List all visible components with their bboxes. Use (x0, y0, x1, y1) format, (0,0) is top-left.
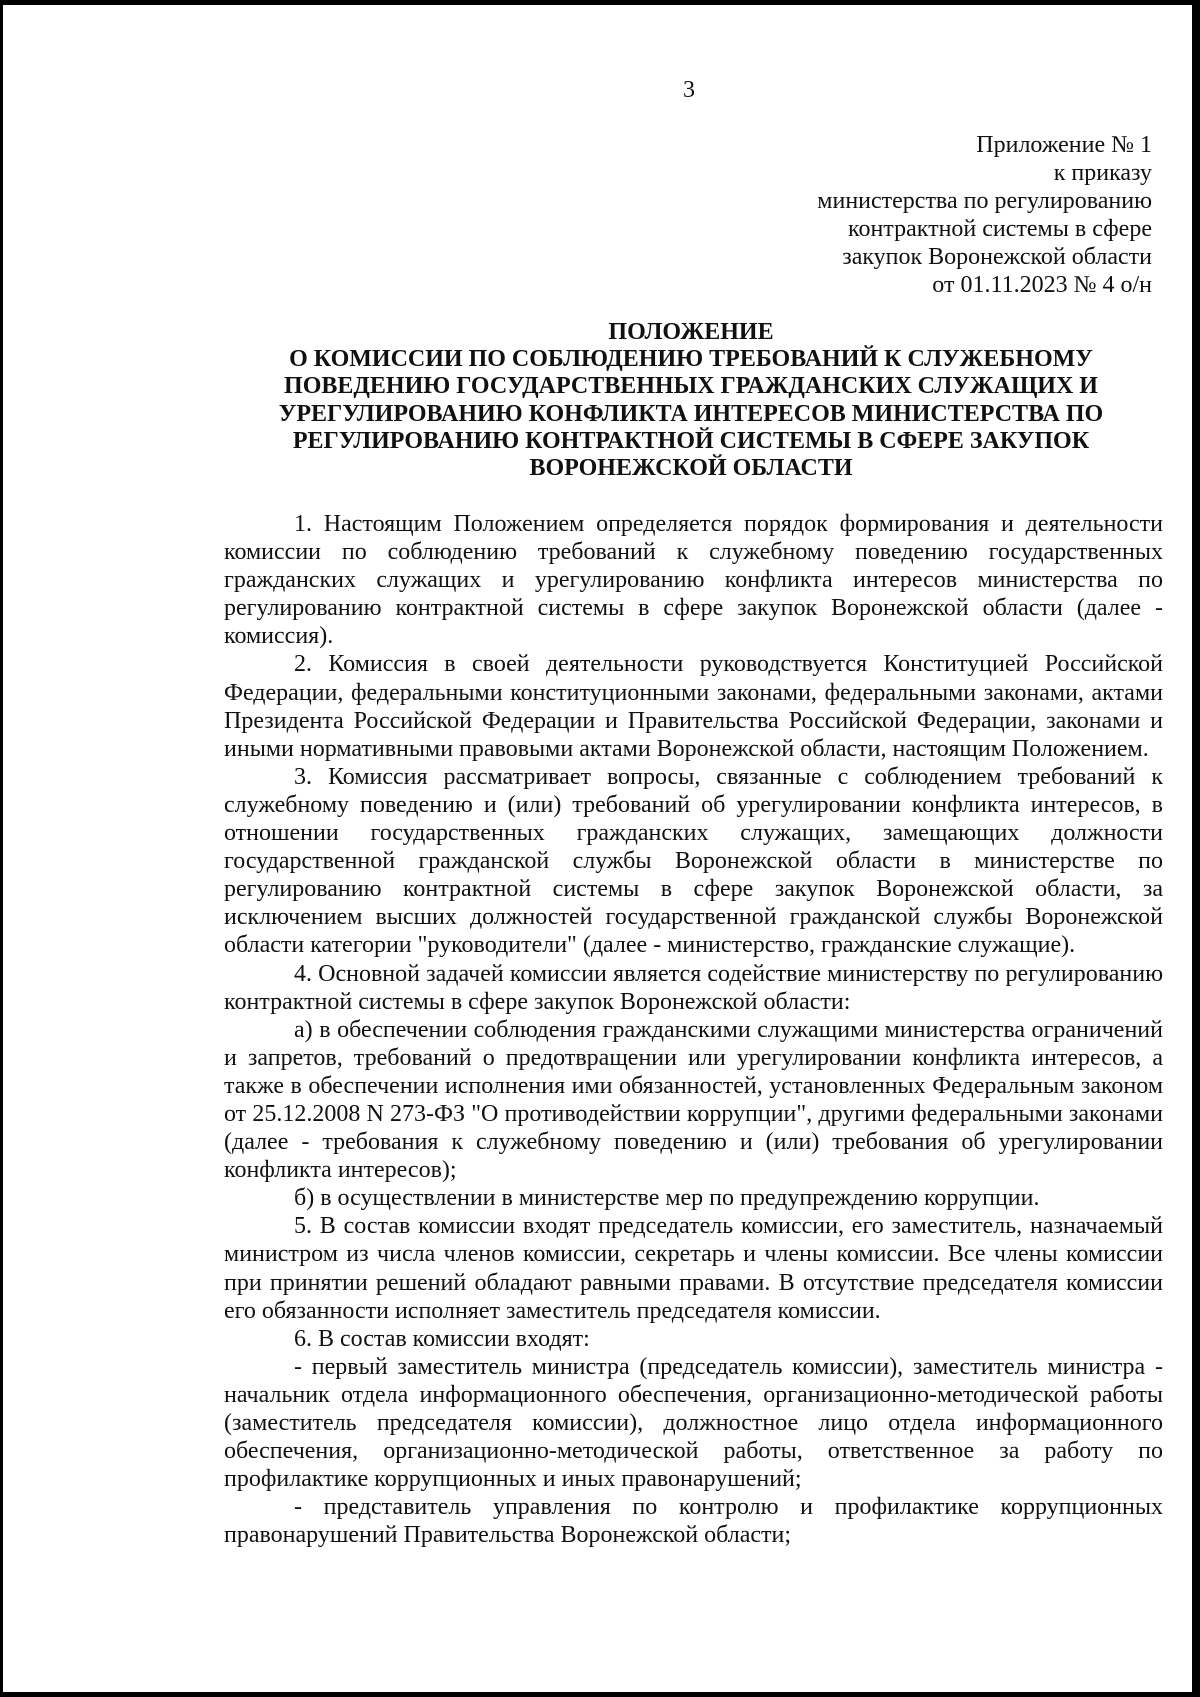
document-body (224, 510, 1163, 1549)
title-line: ПОЛОЖЕНИЕ (608, 319, 774, 345)
paragraph-1: 1. Настоящим Положением определяется порядок формирования и деятельности комиссии по соблюдению требований к служебному поведению государственных гражданских служащих и урегулированию конфликта интересов министерства по регулированию контрактной системы в сфере закупок Воронежской области (далее - комиссия). (224, 511, 1163, 650)
appendix-line: к приказу (1053, 160, 1152, 186)
paragraph-5: 5. В состав комиссии входят председатель комиссии, его заместитель, назначаемый министром из числа членов комиссии, секретарь и члены комиссии. Все члены комиссии при принятии решений обладают равными правами. В отсутствие председателя комиссии его обязанности исполняет заместитель председателя комиссии. (224, 1213, 1163, 1324)
appendix-line: закупок Воронежской области (842, 244, 1152, 270)
title-line: ПОВЕДЕНИЮ ГОСУДАРСТВЕННЫХ ГРАЖДАНСКИХ СЛУЖАЩИХ И (284, 373, 1098, 400)
title-line: УРЕГУЛИРОВАНИЮ КОНФЛИКТА ИНТЕРЕСОВ МИНИСТЕРСТВА ПО (278, 400, 1104, 427)
paragraph-4: 4. Основной задачей комиссии является содействие министерству по регулированию контрактной системы в сфере закупок Воронежской области: (224, 960, 1163, 1015)
appendix-line: Приложение № 1 (976, 132, 1152, 158)
appendix-reference (632, 131, 1152, 299)
paragraph-2: 2. Комиссия в своей деятельности руководствуется Конституцией Российской Федерации, федеральными конституционными законами, федеральными законами, актами Президента Российской Федерации и Правительства Российской Федерации, законами и иными нормативными правовыми актами Воронежской области, настоящим Положением. (224, 651, 1163, 762)
paragraph-4a: а) в обеспечении соблюдения гражданскими служащими министерства ограничений и запретов, требований о предотвращении или урегулировании конфликта интересов, а также в обеспечении исполнения ими обязанностей, установленных Федеральным законом от 25.12.2008 N 273-ФЗ "О противодействии коррупции", другими федеральными законами (далее - требования к служебному поведению и (или) требования об урегулировании конфликта интересов); (224, 1016, 1163, 1184)
document-title (218, 319, 1164, 482)
title-line: РЕГУЛИРОВАНИЮ КОНТРАКТНОЙ СИСТЕМЫ В СФЕРЕ ЗАКУПОК (292, 427, 1090, 454)
appendix-line: от 01.11.2023 № 4 о/н (932, 272, 1152, 298)
appendix-line: контрактной системы в сфере (848, 216, 1152, 242)
paragraph-3: 3. Комиссия рассматривает вопросы, связанные с соблюдением требований к служебному поведению и (или) требований об урегулировании конфликта интересов, в отношении государственных гражданских служащих, замещающих должности государственной гражданской службы Воронежской области в министерстве по регулированию контрактной системы в сфере закупок Воронежской области, за исключением высших должностей государственной гражданской службы Воронежской области категории "руководители" (далее - министерство, гражданские служащие). (224, 763, 1163, 959)
appendix-line: министерства по регулированию (817, 188, 1152, 214)
title-line: ВОРОНЕЖСКОЙ ОБЛАСТИ (529, 455, 853, 482)
paragraph-6-item-2: - представитель управления по контролю и профилактике коррупционных правонарушений Правительства Воронежской области; (224, 1494, 1163, 1549)
page-number: 3 (683, 77, 695, 103)
paragraph-4b: б) в осуществлении в министерстве мер по предупреждению коррупции. (294, 1185, 1040, 1212)
title-line: О КОМИССИИ ПО СОБЛЮДЕНИЮ ТРЕБОВАНИЙ К СЛУЖЕБНОМУ (289, 346, 1093, 373)
paragraph-6-item-1: - первый заместитель министра (председатель комиссии), заместитель министра - начальник отдела информационного обеспечения, организационно-методической работы (заместитель председателя комиссии), должностное лицо отдела информационного обеспечения, организационно-методической работы, ответственное за работу по профилактике коррупционных и иных правонарушений; (224, 1353, 1163, 1493)
paragraph-6: 6. В состав комиссии входят: (294, 1325, 590, 1352)
